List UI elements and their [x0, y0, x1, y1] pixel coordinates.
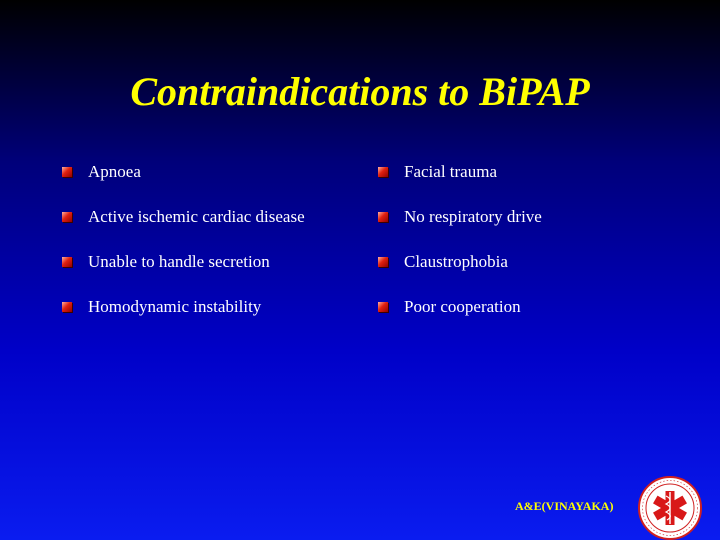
right-bullet-list [378, 160, 678, 340]
square-bullet-icon [378, 167, 388, 177]
square-bullet-icon [62, 167, 72, 177]
list-item-text: Facial trauma [404, 162, 497, 181]
list-item-text: Apnoea [88, 162, 141, 181]
footer-label: A&E(VINAYAKA) [515, 499, 614, 513]
square-bullet-icon [378, 257, 388, 267]
list-item-text: Active ischemic cardiac disease [88, 207, 305, 226]
slide-title: Contraindications to BiPAP [130, 69, 590, 114]
list-item [378, 250, 678, 273]
list-item-text: Claustrophobia [404, 252, 508, 271]
list-item [62, 160, 334, 183]
medical-emblem-logo [636, 474, 704, 540]
list-item [378, 295, 678, 318]
list-item-text: Poor cooperation [404, 297, 521, 316]
list-item [378, 205, 678, 228]
square-bullet-icon [378, 212, 388, 222]
list-item [378, 160, 678, 183]
list-item [62, 205, 334, 228]
square-bullet-icon [62, 302, 72, 312]
square-bullet-icon [62, 212, 72, 222]
list-item-text: No respiratory drive [404, 207, 542, 226]
list-item-text: Homodynamic instability [88, 297, 262, 316]
left-bullet-list [62, 160, 334, 340]
list-item [62, 250, 334, 273]
square-bullet-icon [378, 302, 388, 312]
list-item [62, 295, 334, 318]
square-bullet-icon [62, 257, 72, 267]
list-item-text: Unable to handle secretion [88, 252, 270, 271]
